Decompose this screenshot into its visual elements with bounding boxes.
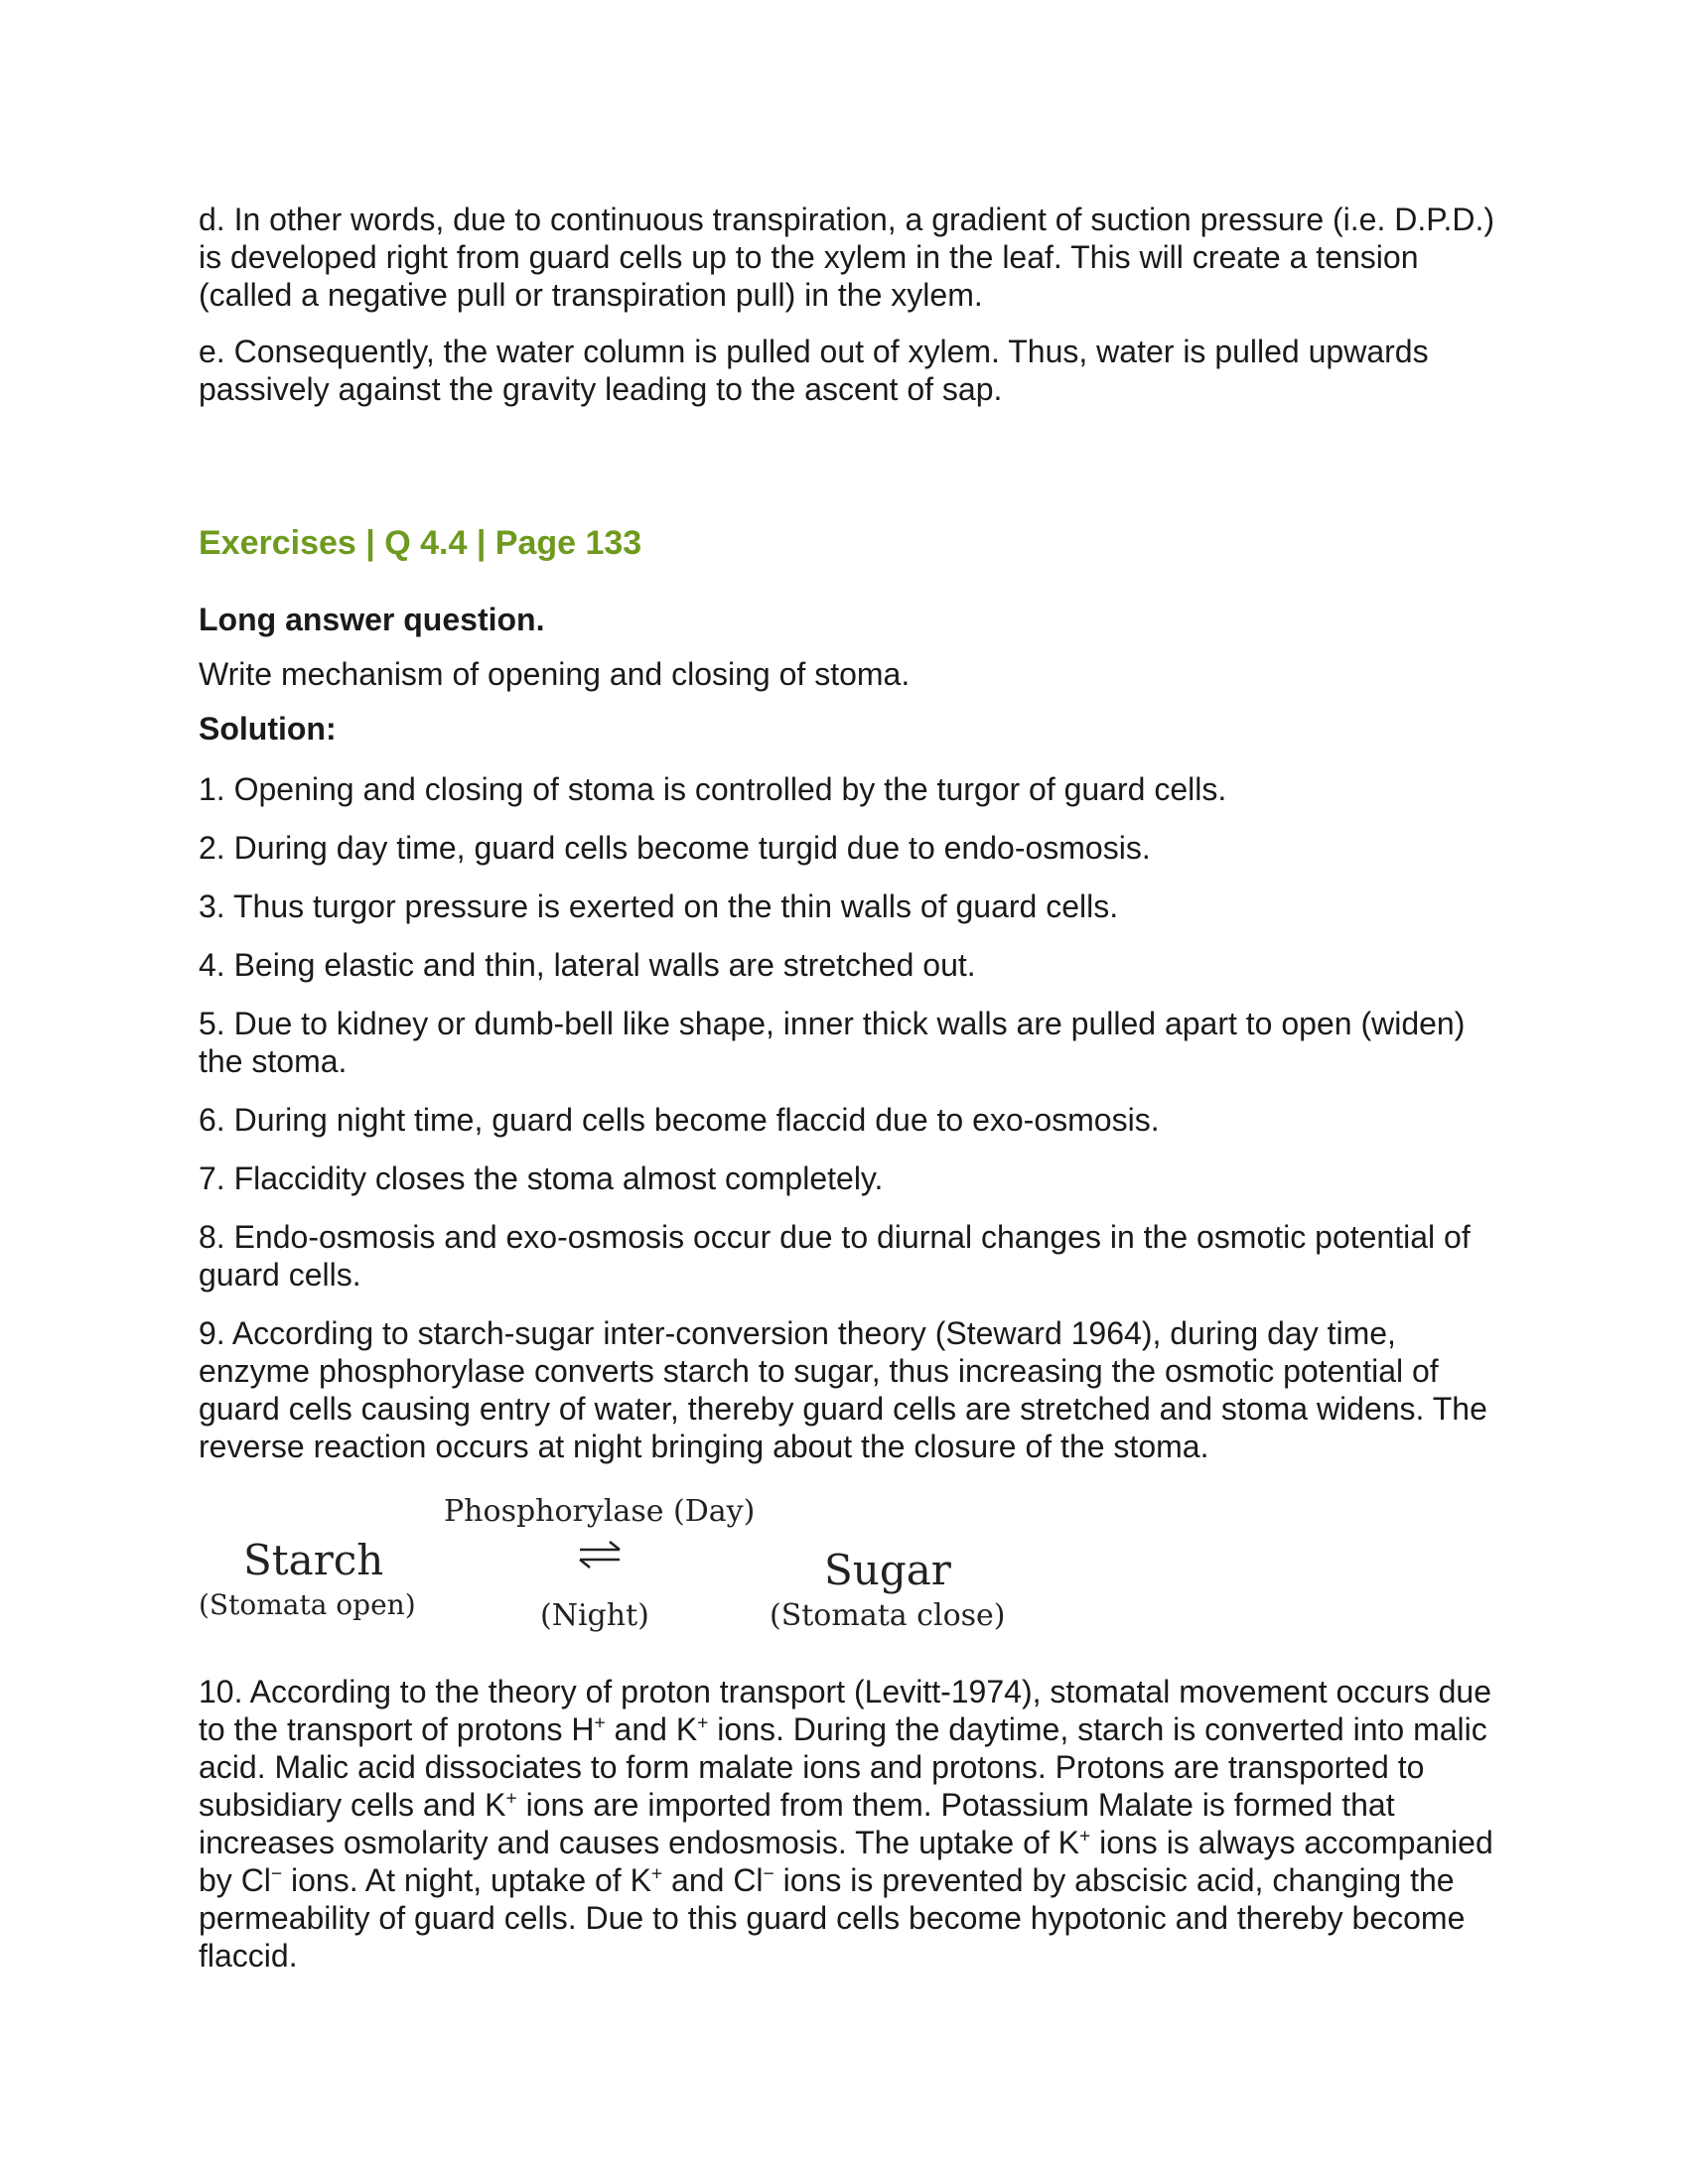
solution-step-8: 8. Endo-osmosis and exo-osmosis occur due to diurnal changes in the osmotic potential of guard cells.	[199, 1219, 1471, 1293]
exercise-heading: Exercises | Q 4.4 | Page 133	[199, 524, 642, 562]
question-text: Write mechanism of opening and closing of stoma.	[199, 656, 911, 692]
starch-sugar-equation	[199, 1494, 1013, 1638]
equation-product-note: (Stomata close)	[770, 1598, 1006, 1633]
solution-steps	[199, 770, 1499, 1486]
paragraph-e: e. Consequently, the water column is pulled out of xylem. Thus, water is pulled upwards passively against the gravity leading to the ascent of sap.	[199, 334, 1429, 407]
solution-step-10: 10. According to the theory of proton transport (Levitt-1974), stomatal movement occurs due to the transport of protons H+ and K+ ions. During the daytime, starch is converted into malic acid. Malic acid dissociates to form malate ions and protons. Protons are transported to subsidiary cells and K+ ions are imported from them. Potassium Malate is formed that increases osmolarity and causes endosmosis. The uptake of K+ ions is always accompanied by Cl− ions. At night, uptake of K+ and Cl− ions is prevented by abscisic acid, changing the permeability of guard cells. Due to this guard cells become hypotonic and thereby become flaccid.	[199, 1674, 1493, 1974]
solution-label: Solution:	[199, 711, 337, 747]
equation-reactant: Starch	[243, 1536, 384, 1584]
solution-step-6: 6. During night time, guard cells become flaccid due to exo-osmosis.	[199, 1102, 1160, 1138]
equation-product: Sugar	[824, 1546, 951, 1594]
equation-condition-night: (Night)	[540, 1598, 649, 1633]
solution-step-5: 5. Due to kidney or dumb-bell like shape, inner thick walls are pulled apart to open (widen) the stoma.	[199, 1006, 1466, 1079]
solution-step-7: 7. Flaccidity closes the stoma almost completely.	[199, 1160, 884, 1196]
solution-step-3: 3. Thus turgor pressure is exerted on the thin walls of guard cells.	[199, 888, 1119, 924]
equation-condition-day: Phosphorylase (Day)	[444, 1494, 756, 1529]
question-type: Long answer question.	[199, 602, 545, 637]
solution-step-9: 9. According to starch-sugar inter-conversion theory (Steward 1964), during day time, enzyme phosphorylase converts starch to sugar, thus increasing the osmotic potential of guard cells causing entry of water, thereby guard cells are stretched and stoma widens. The reverse reaction occurs at night bringing about the closure of the stoma.	[199, 1315, 1487, 1464]
equation-reactant-note: (Stomata open)	[199, 1588, 416, 1621]
reversible-arrow-icon	[576, 1538, 624, 1571]
solution-step-1: 1. Opening and closing of stoma is controlled by the turgor of guard cells.	[199, 771, 1227, 807]
solution-step-2: 2. During day time, guard cells become turgid due to endo-osmosis.	[199, 830, 1151, 866]
solution-step-4: 4. Being elastic and thin, lateral walls are stretched out.	[199, 947, 976, 983]
paragraph-d: d. In other words, due to continuous transpiration, a gradient of suction pressure (i.e. D.P.D.) is developed right from guard cells up to the xylem in the leaf. This will create a tension (called a negative pull or transpiration pull) in the xylem.	[199, 202, 1494, 313]
